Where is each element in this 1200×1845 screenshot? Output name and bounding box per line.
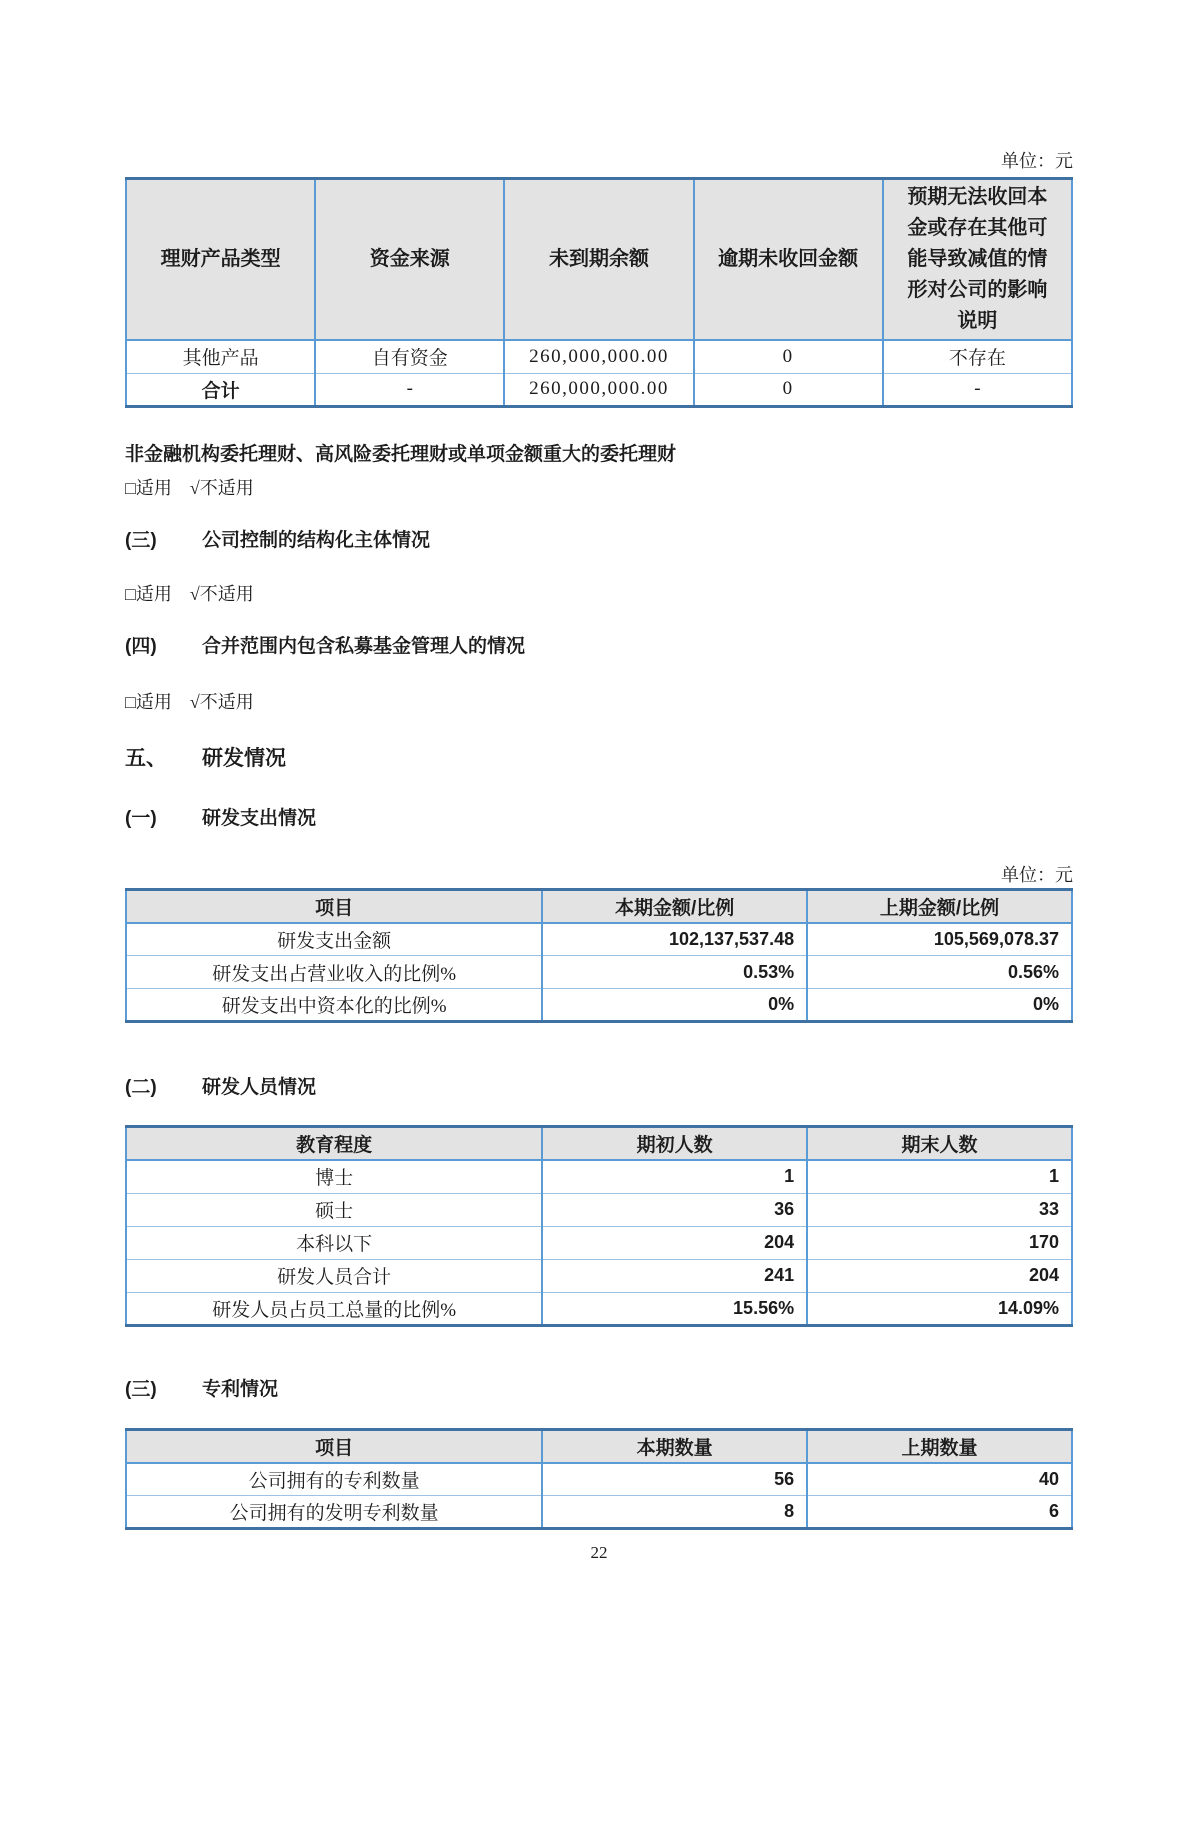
checkbox-applicable: □适用 xyxy=(125,583,172,604)
table-cell: 14.09% xyxy=(807,1292,1072,1325)
table-cell: 8 xyxy=(542,1496,807,1529)
report-page xyxy=(0,150,1200,1564)
table-header-cell: 理财产品类型 xyxy=(126,179,315,341)
table-row-total xyxy=(126,373,1072,406)
section-number: (一) xyxy=(125,807,157,829)
table-cell: - xyxy=(883,373,1072,406)
table-cell: 0% xyxy=(542,989,807,1022)
table-cell: 260,000,000.00 xyxy=(504,373,693,406)
table-cell: 204 xyxy=(542,1226,807,1259)
checkmark-not-applicable: √不适用 xyxy=(189,477,254,498)
table-cell: 105,569,078.37 xyxy=(807,923,1072,956)
section-title: 合并范围内包含私募基金管理人的情况 xyxy=(202,635,526,657)
table-header-row xyxy=(126,179,1072,341)
checkmark-not-applicable: √不适用 xyxy=(189,583,254,604)
unit-label: 单位：元 xyxy=(1001,151,1073,171)
checkmark-not-applicable: √不适用 xyxy=(189,691,254,712)
table-cell: 1 xyxy=(542,1160,807,1193)
table-row xyxy=(126,1160,1072,1193)
section-number: (二) xyxy=(125,1077,157,1098)
table-row xyxy=(126,956,1072,989)
table-header-cell: 资金来源 xyxy=(315,179,504,341)
table-cell: 0 xyxy=(694,373,883,406)
table-cell: 研发人员占员工总量的比例% xyxy=(126,1292,542,1325)
table-cell: 自有资金 xyxy=(315,340,504,373)
table-row xyxy=(126,1193,1072,1226)
rd-expense-table xyxy=(125,888,1073,1024)
table-cell: 其他产品 xyxy=(126,340,315,373)
unit-label: 单位：元 xyxy=(1001,864,1073,885)
table-row xyxy=(126,1496,1072,1529)
checkbox-applicable: □适用 xyxy=(125,691,172,712)
section-heading-rd-personnel xyxy=(125,1075,1073,1101)
table-cell: 40 xyxy=(807,1463,1072,1496)
rd-personnel-table xyxy=(125,1125,1073,1327)
table-cell: 研发支出中资本化的比例% xyxy=(126,989,542,1022)
section-number: 五、 xyxy=(125,746,167,770)
section-number: (三) xyxy=(125,1378,157,1400)
table-cell: 研发支出金额 xyxy=(126,923,542,956)
table-cell: 研发人员合计 xyxy=(126,1259,542,1292)
section-heading-private-fund-managers xyxy=(125,634,1073,660)
applicability-line xyxy=(125,582,1073,606)
table-row xyxy=(126,989,1072,1022)
table-cell: 0% xyxy=(807,989,1072,1022)
wealth-products-table xyxy=(125,177,1073,408)
table-cell: 0.53% xyxy=(542,956,807,989)
table-header-cell: 项目 xyxy=(126,1429,542,1463)
table-cell: 博士 xyxy=(126,1160,542,1193)
table-row xyxy=(126,1463,1072,1496)
table-cell: 研发支出占营业收入的比例% xyxy=(126,956,542,989)
section-heading-patents xyxy=(125,1377,1073,1403)
table-cell: 204 xyxy=(807,1259,1072,1292)
section-title: 公司控制的结构化主体情况 xyxy=(202,529,431,551)
section-number: (四) xyxy=(125,635,157,657)
table-header-row xyxy=(126,1429,1072,1463)
section-title: 研发情况 xyxy=(202,746,286,770)
table-cell: 15.56% xyxy=(542,1292,807,1325)
applicability-line xyxy=(125,476,1073,500)
table-cell: 170 xyxy=(807,1226,1072,1259)
section-title: 专利情况 xyxy=(202,1378,279,1400)
table-cell: 33 xyxy=(807,1193,1072,1226)
table-header-cell: 本期数量 xyxy=(542,1429,807,1463)
table-header-cell: 项目 xyxy=(126,889,542,923)
section-number: (三) xyxy=(125,529,157,551)
section-heading-rd-expenses xyxy=(125,806,1073,832)
table-cell: - xyxy=(315,373,504,406)
table-row xyxy=(126,340,1072,373)
table-header-cell: 教育程度 xyxy=(126,1127,542,1161)
table-cell: 36 xyxy=(542,1193,807,1226)
table-cell: 260,000,000.00 xyxy=(504,340,693,373)
table-cell: 56 xyxy=(542,1463,807,1496)
table-header-row xyxy=(126,889,1072,923)
table-row xyxy=(126,1226,1072,1259)
table-header-cell: 上期数量 xyxy=(807,1429,1072,1463)
table-row xyxy=(126,1259,1072,1292)
table-cell: 0.56% xyxy=(807,956,1072,989)
table-cell: 102,137,537.48 xyxy=(542,923,807,956)
checkbox-applicable: □适用 xyxy=(125,477,172,498)
table-cell: 6 xyxy=(807,1496,1072,1529)
section-title: 研发人员情况 xyxy=(202,1077,317,1098)
table-cell: 1 xyxy=(807,1160,1072,1193)
table-cell: 241 xyxy=(542,1259,807,1292)
table-row xyxy=(126,1292,1072,1325)
table-cell: 公司拥有的发明专利数量 xyxy=(126,1496,542,1529)
table-row xyxy=(126,923,1072,956)
table-cell: 0 xyxy=(694,340,883,373)
table-cell: 硕士 xyxy=(126,1193,542,1226)
table-header-cell: 期初人数 xyxy=(542,1127,807,1161)
table-cell: 合计 xyxy=(126,373,315,406)
table-cell: 本科以下 xyxy=(126,1226,542,1259)
table-header-cell: 未到期余额 xyxy=(504,179,693,341)
non-financial-entrusted-heading: 非金融机构委托理财、高风险委托理财或单项金额重大的委托理财 xyxy=(125,443,677,465)
section-title: 研发支出情况 xyxy=(202,807,317,829)
table-cell: 公司拥有的专利数量 xyxy=(126,1463,542,1496)
table-cell: 不存在 xyxy=(883,340,1072,373)
section-heading-structured-entities xyxy=(125,528,1073,554)
table-header-cell: 期末人数 xyxy=(807,1127,1072,1161)
table-header-cell: 预期无法收回本金或存在其他可能导致减值的情形对公司的影响说明 xyxy=(883,179,1072,341)
chapter-heading-rd-overview xyxy=(125,744,1073,774)
table-header-cell: 逾期未收回金额 xyxy=(694,179,883,341)
table-header-row xyxy=(126,1127,1072,1161)
table-header-cell: 上期金额/比例 xyxy=(807,889,1072,923)
table-header-cell: 本期金额/比例 xyxy=(542,889,807,923)
applicability-line xyxy=(125,690,1073,714)
patent-table xyxy=(125,1428,1073,1531)
page-number: 22 xyxy=(590,1543,608,1562)
